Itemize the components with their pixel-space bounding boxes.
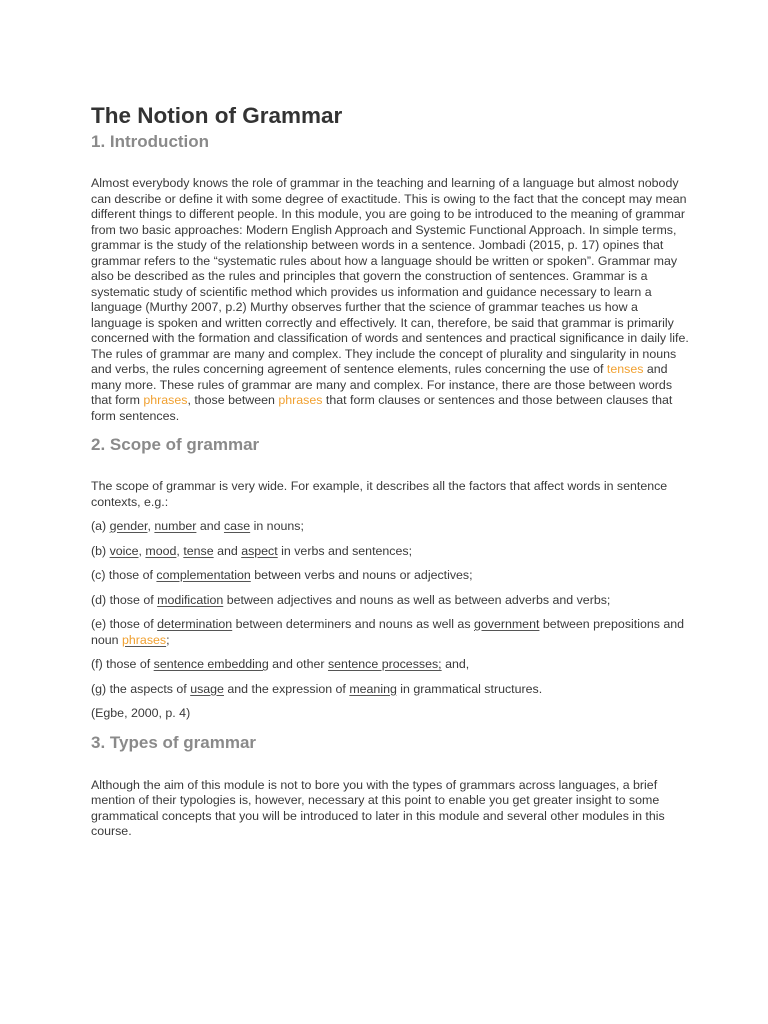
term-usage: usage — [190, 681, 224, 696]
intro-text-2: and many more. These rules of grammar are many and complex. For instance, there are those between words that form — [91, 362, 673, 407]
term-determination: determination — [157, 617, 233, 631]
term-sentence-processes: sentence processes; — [327, 657, 442, 671]
introduction-paragraph — [91, 176, 691, 424]
scope-list-item-b — [91, 544, 691, 560]
term-meaning: meaning — [349, 681, 397, 696]
term-tense: tense — [183, 543, 214, 558]
term-mood: mood — [145, 543, 177, 558]
term-number: number — [154, 519, 197, 533]
scope-list-item-g — [91, 682, 691, 698]
item-text: , — [147, 519, 155, 533]
term-modification: modification — [157, 592, 224, 607]
tenses-link[interactable]: tenses — [606, 362, 644, 376]
item-text: in grammatical structures. — [396, 681, 543, 696]
scope-list-item-c — [91, 568, 691, 584]
item-text: between verbs and nouns or adjectives; — [250, 568, 473, 582]
item-text: and — [196, 519, 224, 533]
item-prefix: (b) — [91, 543, 110, 558]
document-content — [91, 100, 691, 840]
item-prefix: (c) those of — [91, 568, 157, 582]
term-government: government — [473, 617, 540, 631]
term-gender: gender — [109, 519, 148, 533]
item-prefix: (e) those of — [91, 617, 158, 631]
page-title: The Notion of Grammar — [91, 103, 343, 128]
types-paragraph: Although the aim of this module is not to bore you with the types of grammars across languages, a brief mention of their typologies is, however, necessary at this point to enable you get greater insight to some grammatical concepts that you will be introduced to later in this module and several other modules in this course. — [91, 777, 665, 838]
term-case: case — [223, 519, 251, 533]
scope-list-item-e — [91, 617, 691, 648]
phrases-link[interactable]: phrases — [278, 393, 323, 407]
item-text: in verbs and sentences; — [277, 543, 413, 558]
intro-text-3: , those between — [187, 393, 279, 407]
term-voice: voice — [109, 543, 139, 558]
item-text: between adjectives and nouns as well as between adverbs and verbs; — [223, 592, 611, 607]
item-prefix: (a) — [91, 519, 110, 533]
intro-text-1: Almost everybody knows the role of grammar in the teaching and learning of a language but almost nobody can describe or define it with some degree of exactitude. This is owing to the fact that the concept may mean different things to different people. In this module, you are going to be introduced to the meaning of grammar from two basic approaches: Modern English Approach and Systemic Functional Approach. In simple terms, grammar is the study of the relationship between words in a sentence. Jombadi (2015, p. 17) opines that grammar refers to the “systematic rules about how a language should be written or spoken”. Grammar may also be described as the rules and principles that govern the construction of sentences. Grammar is a systematic study of scientific method which provides us information and guidance necessary to learn a language (Murthy 2007, p.2) Murthy observes further that the science of grammar teaches us how a language is spoken and written correctly and effectively. It can, therefore, be said that grammar is primarily concerned with the formation and classification of words and sentences and practical significance in daily life. The rules of grammar are many and complex. They include the concept of plurality and singularity in nouns and verbs, the rules concerning agreement of sentence elements, rules concerning the use of — [91, 176, 689, 376]
intro-text-4: that form clauses or sentences and those between clauses that form sentences. — [91, 393, 673, 423]
scope-list-item-a — [91, 519, 691, 535]
item-prefix: (g) the aspects of — [91, 681, 191, 696]
scope-intro-paragraph: The scope of grammar is very wide. For example, it describes all the factors that affect words in sentence contexts, e.g.: — [91, 479, 668, 509]
term-complementation: complementation — [156, 568, 251, 582]
item-text: , — [176, 543, 184, 558]
item-text: ; — [166, 632, 170, 647]
scope-list-item-d — [91, 593, 691, 609]
phrases-link[interactable]: phrases — [122, 632, 167, 647]
item-text: and — [213, 543, 242, 558]
item-text: and, — [441, 657, 470, 671]
types-heading: 3. Types of grammar — [91, 732, 257, 752]
phrases-link[interactable]: phrases — [143, 393, 188, 407]
item-text: and the expression of — [223, 681, 350, 696]
item-text: between prepositions and noun — [91, 617, 685, 647]
item-text: and other — [268, 657, 328, 671]
item-prefix: (f) those of — [91, 657, 154, 671]
introduction-heading: 1. Introduction — [91, 132, 210, 151]
item-text: , — [138, 543, 146, 558]
item-prefix: (d) those of — [91, 592, 158, 607]
citation: (Egbe, 2000, p. 4) — [91, 706, 191, 720]
scope-heading: 2. Scope of grammar — [91, 435, 260, 454]
term-aspect: aspect — [241, 543, 278, 558]
item-text: between determiners and nouns as well as — [232, 617, 474, 631]
scope-list-item-f — [91, 657, 691, 673]
item-text: in nouns; — [250, 519, 304, 533]
term-sentence-embedding: sentence embedding — [153, 657, 269, 671]
